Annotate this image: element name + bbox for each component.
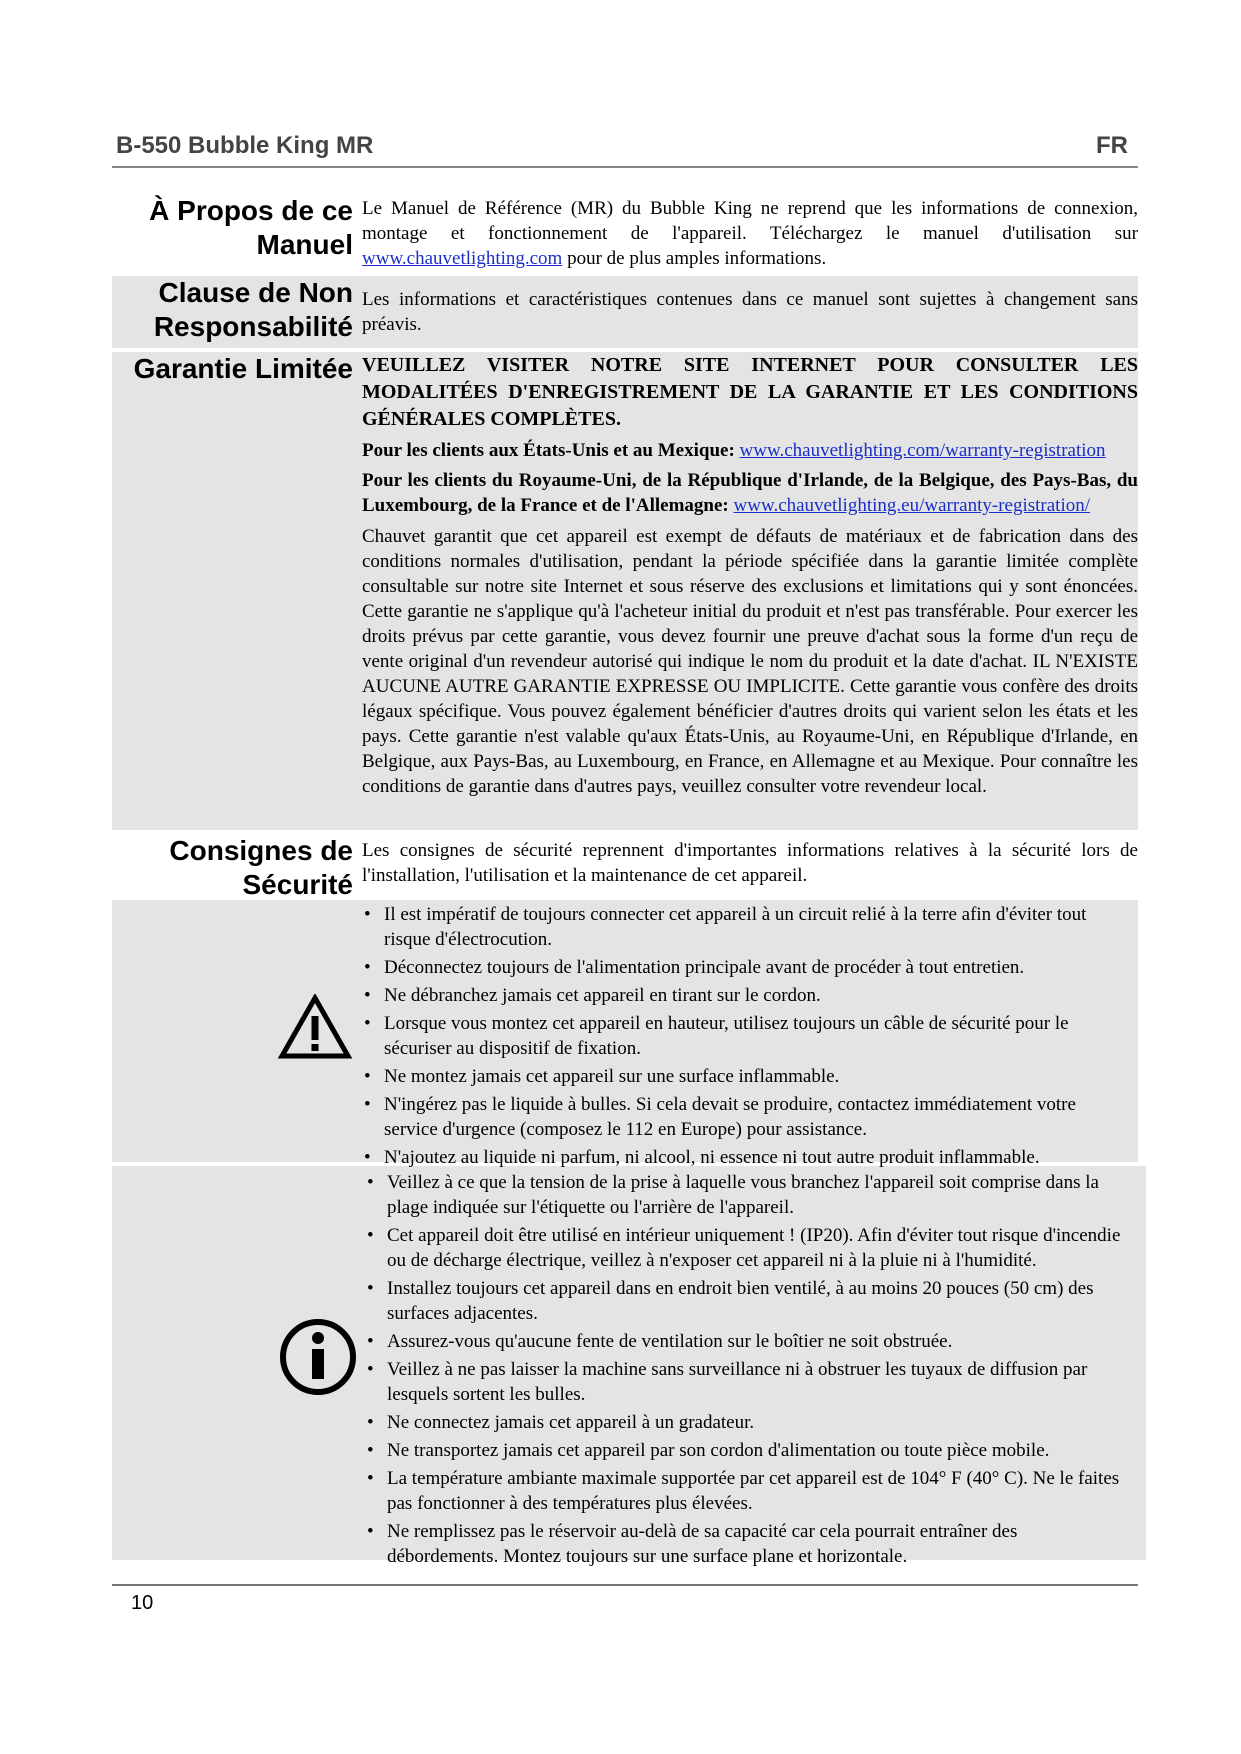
list-item: • Veillez à ce que la tension de la prise à laquelle vous branchez l'appareil soit comprise dans la plage indiquée sur l'étiquette ou l'arrière de l'appareil. (365, 1170, 1130, 1220)
about-body (362, 196, 1138, 271)
header-divider (112, 166, 1138, 168)
safety-heading-line-1: Consignes de (169, 835, 353, 866)
list-item: • Ne débranchez jamais cet appareil en tirant sur le cordon. (362, 983, 1122, 1008)
about-heading-line-1: À Propos de ce (149, 195, 353, 226)
warranty-heading (53, 352, 353, 386)
list-item: • Il est impératif de toujours connecter cet appareil à un circuit relié à la terre afin d'éviter tout risque d'électrocution. (362, 902, 1122, 952)
list-item: • Ne transportez jamais cet appareil par son cordon d'alimentation ou toute pièce mobile. (365, 1438, 1130, 1463)
safety-heading-line-2: Sécurité (242, 869, 353, 900)
list-item: • Lorsque vous montez cet appareil en hauteur, utilisez toujours un câble de sécurité pour le sécuriser au dispositif de fixation. (362, 1011, 1122, 1061)
disclaimer-text: Les informations et caractéristiques contenues dans ce manuel sont sujettes à changement sans préavis. (362, 289, 1138, 335)
safety-heading (103, 834, 353, 902)
list-item: • N'ingérez pas le liquide à bulles. Si cela devait se produire, contactez immédiatement votre service d'urgence (composez le 112 en Europe) pour assistance. (362, 1092, 1122, 1142)
us-warranty-link[interactable]: www.chauvetlighting.com/warranty-registration (739, 440, 1106, 461)
disclaimer-heading (103, 276, 353, 344)
warning-list (362, 902, 1122, 1173)
disclaimer-heading-line-2: Responsabilité (153, 311, 353, 342)
info-icon (279, 1318, 357, 1396)
list-item: • Ne remplissez pas le réservoir au-delà de sa capacité car cela pourrait entraîner des débordements. Montez toujours sur une surface plane et horizontale. (365, 1519, 1130, 1569)
info-list (365, 1170, 1130, 1572)
safety-intro (362, 838, 1138, 888)
warranty-text: Chauvet garantit que cet appareil est exempt de défauts de matériaux et de fabrication dans des conditions normales d'utilisation, pendant la période spécifiée dans la garantie limitée complète consultable sur notre site Internet et sous réserve des exclusions et limitations qui y sont énoncées. Cette garantie ne s'applique qu'à l'acheteur initial du produit et n'est pas transférable. Pour exercer les droits prévus par cette garantie, vous devez fournir une preuve d'achat sous la forme d'un reçu de vente original d'un revendeur autorisé qui indique le nom du produit et la date d'achat. IL N'EXISTE AUCUNE AUTRE GARANTIE EXPRESSE OU IMPLICITE. Cette garantie vous confère des droits légaux spécifique. Vous pouvez également bénéficier d'autres droits qui varient selon les états et les pays. Cette garantie n'est valable qu'aux États-Unis, au Royaume-Uni, en République d'Irlande, en Belgique, aux Pays-Bas, au Luxembourg, en France, en Allemagne et au Mexique. Pour connaître les conditions de garantie dans d'autres pays, veuillez consulter votre revendeur local. (362, 526, 1138, 797)
page-number: 10 (131, 1592, 154, 1614)
list-item: • Déconnectez toujours de l'alimentation principale avant de procéder à tout entretien. (362, 955, 1122, 980)
list-item: • Installez toujours cet appareil dans en endroit bien ventilé, à au moins 20 pouces (50 cm) des surfaces adjacentes. (365, 1276, 1130, 1326)
list-item: • N'ajoutez au liquide ni parfum, ni alcool, ni essence ni tout autre produit inflammable. (362, 1145, 1122, 1170)
footer-divider (112, 1584, 1138, 1586)
list-item: • La température ambiante maximale supportée par cet appareil est de 104° F (40° C). Ne le faites pas fonctionner à des températures plus élevées. (365, 1466, 1130, 1516)
list-item: • Cet appareil doit être utilisé en intérieur uniquement ! (IP20). Afin d'éviter tout risque d'incendie ou de décharge électrique, veillez à n'exposer cet appareil ni à la pluie ni à l'humidité. (365, 1223, 1130, 1273)
about-text: Le Manuel de Référence (MR) du Bubble King ne reprend que les informations de connexion, montage et fonctionnement de l'appareil. Téléchargez le manuel d'utilisation sur (362, 198, 1138, 244)
about-text-after: pour de plus amples informations. (562, 248, 827, 269)
disclaimer-heading-line-1: Clause de Non (158, 277, 353, 308)
list-item: • Ne montez jamais cet appareil sur une surface inflammable. (362, 1064, 1122, 1089)
page-header (116, 132, 1136, 162)
warranty-caps-text: VEUILLEZ VISITER NOTRE SITE INTERNET POUR CONSULTER LES MODALITÉES D'ENREGISTREMENT DE LA GARANTIE ET LES CONDITIONS GÉNÉRALES COMPLÈTES. (362, 354, 1138, 430)
warning-icon (278, 994, 352, 1060)
warranty-heading-text: Garantie Limitée (133, 353, 353, 384)
document-title: B-550 Bubble King MR (116, 132, 374, 159)
warranty-us-label: Pour les clients aux États-Unis et au Mexique: (362, 440, 740, 461)
list-item: • Assurez-vous qu'aucune fente de ventilation sur le boîtier ne soit obstruée. (365, 1329, 1130, 1354)
about-heading (103, 194, 353, 262)
safety-intro-text: Les consignes de sécurité reprennent d'importantes informations relatives à la sécurité lors de l'installation, l'utilisation et la maintenance de cet appareil. (362, 840, 1138, 886)
list-item: • Ne connectez jamais cet appareil à un gradateur. (365, 1410, 1130, 1435)
warranty-eu-label: Pour les clients du Royaume-Uni, de la République d'Irlande, de la Belgique, des Pays-Bas, du Luxembourg, de la France et de l'Allemagne: (362, 470, 1138, 516)
disclaimer-body (362, 287, 1138, 337)
about-heading-line-2: Manuel (256, 229, 353, 260)
warranty-body (362, 352, 1138, 799)
eu-warranty-link[interactable]: www.chauvetlighting.eu/warranty-registration/ (733, 495, 1091, 516)
language-code: FR (1096, 132, 1128, 159)
chauvet-link[interactable]: www.chauvetlighting.com (362, 248, 563, 269)
list-item: • Veillez à ne pas laisser la machine sans surveillance ni à obstruer les tuyaux de diffusion par lesquels sortent les bulles. (365, 1357, 1130, 1407)
